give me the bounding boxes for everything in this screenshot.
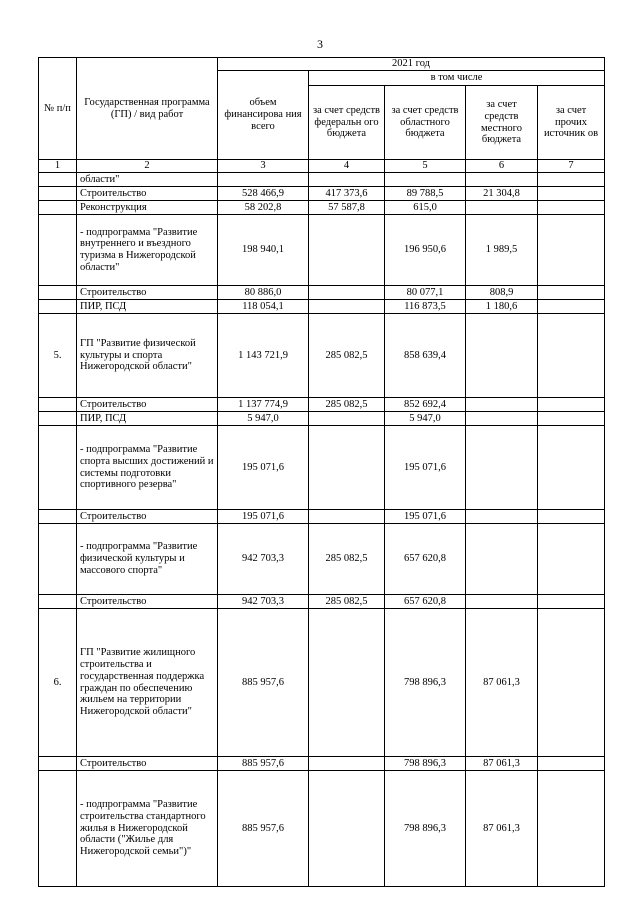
row-number xyxy=(39,201,77,215)
local-value: 87 061,3 xyxy=(466,771,538,887)
other-value xyxy=(538,398,605,412)
regional-value: 195 071,6 xyxy=(385,426,466,510)
program-name: области" xyxy=(77,173,218,187)
federal-value: 285 082,5 xyxy=(309,314,385,398)
table-row xyxy=(39,426,605,510)
program-name: Строительство xyxy=(77,286,218,300)
federal-value xyxy=(309,300,385,314)
header-incl: в том числе xyxy=(309,71,605,86)
regional-value xyxy=(385,173,466,187)
program-name: - подпрограмма "Развитие внутреннего и въездного туризма в Нижегородской области" xyxy=(77,215,218,286)
total-value: 528 466,9 xyxy=(218,187,309,201)
table-body xyxy=(39,173,605,887)
table-row xyxy=(39,314,605,398)
header-year: 2021 год xyxy=(218,58,605,71)
regional-value: 195 071,6 xyxy=(385,510,466,524)
total-value: 885 957,6 xyxy=(218,757,309,771)
program-name: Реконструкция xyxy=(77,201,218,215)
local-value xyxy=(466,426,538,510)
regional-value: 89 788,5 xyxy=(385,187,466,201)
other-value xyxy=(538,173,605,187)
table-row xyxy=(39,771,605,887)
local-value: 1 180,6 xyxy=(466,300,538,314)
program-name: Строительство xyxy=(77,187,218,201)
federal-value xyxy=(309,412,385,426)
regional-value: 798 896,3 xyxy=(385,609,466,757)
table-row xyxy=(39,300,605,314)
table-row xyxy=(39,398,605,412)
program-name: Строительство xyxy=(77,510,218,524)
total-value: 942 703,3 xyxy=(218,595,309,609)
row-number xyxy=(39,215,77,286)
row-number xyxy=(39,524,77,595)
regional-value: 657 620,8 xyxy=(385,595,466,609)
financing-table xyxy=(38,57,605,887)
header-num-2: 2 xyxy=(77,160,218,173)
federal-value xyxy=(309,757,385,771)
header-num-6: 6 xyxy=(466,160,538,173)
header-num-7: 7 xyxy=(538,160,605,173)
row-number xyxy=(39,412,77,426)
header-col-regional: за счет средств областного бюджета xyxy=(385,86,466,160)
other-value xyxy=(538,314,605,398)
federal-value: 285 082,5 xyxy=(309,595,385,609)
total-value: 195 071,6 xyxy=(218,426,309,510)
header-col-program: Государственная программа (ГП) / вид работ xyxy=(77,58,218,160)
table-row xyxy=(39,510,605,524)
federal-value xyxy=(309,609,385,757)
other-value xyxy=(538,524,605,595)
regional-value: 798 896,3 xyxy=(385,757,466,771)
program-name: Строительство xyxy=(77,757,218,771)
table-row xyxy=(39,173,605,187)
header-col-total: объем финансирова ния всего xyxy=(218,71,309,160)
federal-value xyxy=(309,215,385,286)
program-name: - подпрограмма "Развитие спорта высших достижений и системы подготовки спортивного резерва" xyxy=(77,426,218,510)
total-value: 198 940,1 xyxy=(218,215,309,286)
total-value: 5 947,0 xyxy=(218,412,309,426)
program-name: - подпрограмма "Развитие строительства стандартного жилья в Нижегородской области ("Жилье для Нижегородской семьи")" xyxy=(77,771,218,887)
other-value xyxy=(538,215,605,286)
other-value xyxy=(538,412,605,426)
federal-value xyxy=(309,173,385,187)
local-value: 21 304,8 xyxy=(466,187,538,201)
row-number xyxy=(39,771,77,887)
local-value xyxy=(466,412,538,426)
other-value xyxy=(538,201,605,215)
total-value xyxy=(218,173,309,187)
federal-value: 285 082,5 xyxy=(309,524,385,595)
local-value: 87 061,3 xyxy=(466,757,538,771)
federal-value: 57 587,8 xyxy=(309,201,385,215)
total-value: 118 054,1 xyxy=(218,300,309,314)
local-value: 808,9 xyxy=(466,286,538,300)
local-value: 87 061,3 xyxy=(466,609,538,757)
total-value: 58 202,8 xyxy=(218,201,309,215)
total-value: 80 886,0 xyxy=(218,286,309,300)
regional-value: 858 639,4 xyxy=(385,314,466,398)
federal-value: 285 082,5 xyxy=(309,398,385,412)
federal-value: 417 373,6 xyxy=(309,187,385,201)
regional-value: 657 620,8 xyxy=(385,524,466,595)
header-col-other: за счет прочих источник ов xyxy=(538,86,605,160)
table-row xyxy=(39,286,605,300)
regional-value: 5 947,0 xyxy=(385,412,466,426)
row-number xyxy=(39,286,77,300)
total-value: 885 957,6 xyxy=(218,771,309,887)
header-col-no: № п/п xyxy=(39,58,77,160)
row-number xyxy=(39,398,77,412)
local-value xyxy=(466,398,538,412)
other-value xyxy=(538,286,605,300)
table-row xyxy=(39,412,605,426)
row-number xyxy=(39,426,77,510)
local-value xyxy=(466,510,538,524)
row-number xyxy=(39,757,77,771)
total-value: 1 137 774,9 xyxy=(218,398,309,412)
row-number xyxy=(39,173,77,187)
table-header xyxy=(39,58,605,173)
local-value: 1 989,5 xyxy=(466,215,538,286)
program-name: Строительство xyxy=(77,398,218,412)
other-value xyxy=(538,300,605,314)
header-num-4: 4 xyxy=(309,160,385,173)
row-number: 6. xyxy=(39,609,77,757)
table-row xyxy=(39,524,605,595)
row-number xyxy=(39,187,77,201)
page-number: 3 xyxy=(317,37,323,51)
program-name: ПИР, ПСД xyxy=(77,412,218,426)
total-value: 885 957,6 xyxy=(218,609,309,757)
row-number: 5. xyxy=(39,314,77,398)
regional-value: 80 077,1 xyxy=(385,286,466,300)
table-row xyxy=(39,187,605,201)
regional-value: 798 896,3 xyxy=(385,771,466,887)
other-value xyxy=(538,426,605,510)
federal-value xyxy=(309,286,385,300)
other-value xyxy=(538,757,605,771)
total-value: 1 143 721,9 xyxy=(218,314,309,398)
header-num-1: 1 xyxy=(39,160,77,173)
table-row xyxy=(39,201,605,215)
local-value xyxy=(466,173,538,187)
header-num-3: 3 xyxy=(218,160,309,173)
local-value xyxy=(466,314,538,398)
federal-value xyxy=(309,510,385,524)
total-value: 942 703,3 xyxy=(218,524,309,595)
program-name: - подпрограмма "Развитие физической культуры и массового спорта" xyxy=(77,524,218,595)
other-value xyxy=(538,609,605,757)
regional-value: 116 873,5 xyxy=(385,300,466,314)
other-value xyxy=(538,510,605,524)
table-row xyxy=(39,215,605,286)
header-num-5: 5 xyxy=(385,160,466,173)
table-row xyxy=(39,757,605,771)
table-row xyxy=(39,609,605,757)
federal-value xyxy=(309,771,385,887)
program-name: Строительство xyxy=(77,595,218,609)
regional-value: 852 692,4 xyxy=(385,398,466,412)
federal-value xyxy=(309,426,385,510)
local-value xyxy=(466,595,538,609)
program-name: ГП "Развитие физической культуры и спорта Нижегородской области" xyxy=(77,314,218,398)
other-value xyxy=(538,771,605,887)
program-name: ПИР, ПСД xyxy=(77,300,218,314)
header-col-local: за счет средств местного бюджета xyxy=(466,86,538,160)
row-number xyxy=(39,300,77,314)
other-value xyxy=(538,595,605,609)
table-row xyxy=(39,595,605,609)
local-value xyxy=(466,524,538,595)
regional-value: 615,0 xyxy=(385,201,466,215)
header-col-federal: за счет средств федеральн ого бюджета xyxy=(309,86,385,160)
local-value xyxy=(466,201,538,215)
row-number xyxy=(39,510,77,524)
regional-value: 196 950,6 xyxy=(385,215,466,286)
total-value: 195 071,6 xyxy=(218,510,309,524)
row-number xyxy=(39,595,77,609)
program-name: ГП "Развитие жилищного строительства и государственная поддержка граждан по обеспечению жильем на территории Нижегородской области" xyxy=(77,609,218,757)
other-value xyxy=(538,187,605,201)
